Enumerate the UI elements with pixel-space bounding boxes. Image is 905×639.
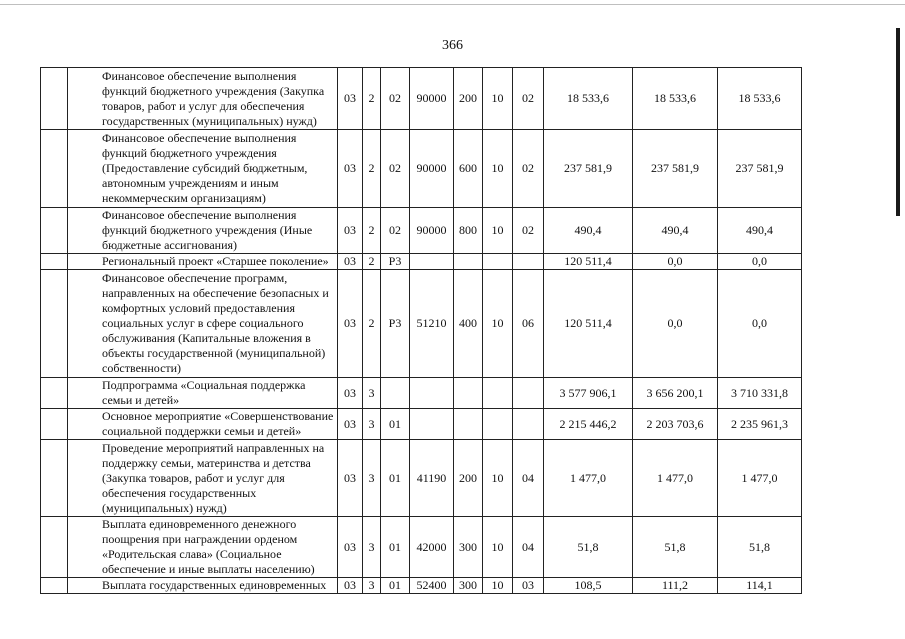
amount-year-2: 3 656 200,1 bbox=[633, 378, 718, 409]
budget-table bbox=[40, 67, 802, 594]
amount-year-2: 0,0 bbox=[633, 270, 718, 378]
code-measure: P3 bbox=[381, 254, 410, 270]
code-section: 03 bbox=[338, 517, 363, 578]
amount-year-1: 120 511,4 bbox=[544, 270, 633, 378]
table-row bbox=[41, 254, 802, 270]
code-expense-type: 400 bbox=[454, 270, 483, 378]
amount-year-3: 3 710 331,8 bbox=[718, 378, 802, 409]
number-cell bbox=[41, 378, 68, 409]
amount-year-1: 3 577 906,1 bbox=[544, 378, 633, 409]
code-measure: P3 bbox=[381, 270, 410, 378]
amount-year-1: 490,4 bbox=[544, 208, 633, 254]
code-expense-type: 800 bbox=[454, 208, 483, 254]
code-expense-type: 200 bbox=[454, 440, 483, 517]
code-direction bbox=[410, 409, 454, 440]
amount-year-2: 1 477,0 bbox=[633, 440, 718, 517]
code-subsection: 02 bbox=[513, 130, 544, 208]
number-cell bbox=[41, 409, 68, 440]
code-section: 03 bbox=[338, 130, 363, 208]
code-measure: 02 bbox=[381, 208, 410, 254]
code-section: 03 bbox=[338, 440, 363, 517]
amount-year-2: 490,4 bbox=[633, 208, 718, 254]
table-row bbox=[41, 578, 802, 594]
code-measure: 01 bbox=[381, 578, 410, 594]
number-cell bbox=[41, 270, 68, 378]
code-subprogram: 2 bbox=[363, 270, 381, 378]
row-description: Проведение мероприятий направленных на поддержку семьи, материнства и детства (Закупка товаров, работ и услуг для обеспечения государственных (муниципальных) нужд) bbox=[68, 440, 338, 517]
amount-year-3: 0,0 bbox=[718, 254, 802, 270]
amount-year-2: 0,0 bbox=[633, 254, 718, 270]
table-row bbox=[41, 409, 802, 440]
code-chapter bbox=[483, 409, 513, 440]
row-description: Выплата государственных единовременных bbox=[68, 578, 338, 594]
code-direction: 52400 bbox=[410, 578, 454, 594]
number-cell bbox=[41, 517, 68, 578]
amount-year-1: 51,8 bbox=[544, 517, 633, 578]
row-description: Региональный проект «Старшее поколение» bbox=[68, 254, 338, 270]
code-subsection bbox=[513, 378, 544, 409]
code-subprogram: 2 bbox=[363, 254, 381, 270]
code-section: 03 bbox=[338, 270, 363, 378]
page-number: 366 bbox=[442, 38, 463, 53]
page-edge-bar bbox=[896, 28, 900, 216]
code-subprogram: 3 bbox=[363, 409, 381, 440]
code-subsection bbox=[513, 254, 544, 270]
code-direction: 90000 bbox=[410, 130, 454, 208]
number-cell bbox=[41, 208, 68, 254]
amount-year-1: 237 581,9 bbox=[544, 130, 633, 208]
code-measure: 01 bbox=[381, 409, 410, 440]
code-chapter: 10 bbox=[483, 68, 513, 130]
row-description: Финансовое обеспечение выполнения функций бюджетного учреждения (Закупка товаров, работ и услуг для обеспечения государственных (муниципальных) нужд) bbox=[68, 68, 338, 130]
code-section: 03 bbox=[338, 378, 363, 409]
row-description: Финансовое обеспечение программ, направленных на обеспечение безопасных и комфортных условий предоставления социальных услуг в сфере социального обслуживания (Капитальные вложения в объекты государственной (муниципальной) собственности) bbox=[68, 270, 338, 378]
code-measure: 01 bbox=[381, 440, 410, 517]
number-cell bbox=[41, 254, 68, 270]
code-chapter: 10 bbox=[483, 517, 513, 578]
code-subprogram: 2 bbox=[363, 68, 381, 130]
code-expense-type: 300 bbox=[454, 517, 483, 578]
code-expense-type: 200 bbox=[454, 68, 483, 130]
row-description: Подпрограмма «Социальная поддержка семьи и детей» bbox=[68, 378, 338, 409]
amount-year-1: 2 215 446,2 bbox=[544, 409, 633, 440]
code-direction: 42000 bbox=[410, 517, 454, 578]
number-cell bbox=[41, 68, 68, 130]
amount-year-3: 237 581,9 bbox=[718, 130, 802, 208]
code-section: 03 bbox=[338, 578, 363, 594]
number-cell bbox=[41, 440, 68, 517]
code-subsection bbox=[513, 409, 544, 440]
amount-year-3: 490,4 bbox=[718, 208, 802, 254]
code-chapter bbox=[483, 254, 513, 270]
amount-year-1: 18 533,6 bbox=[544, 68, 633, 130]
amount-year-3: 1 477,0 bbox=[718, 440, 802, 517]
table-row bbox=[41, 517, 802, 578]
code-subprogram: 3 bbox=[363, 440, 381, 517]
table-row bbox=[41, 270, 802, 378]
code-chapter: 10 bbox=[483, 440, 513, 517]
budget-table-body bbox=[41, 68, 802, 594]
number-cell bbox=[41, 578, 68, 594]
code-expense-type bbox=[454, 254, 483, 270]
amount-year-2: 111,2 bbox=[633, 578, 718, 594]
row-description: Выплата единовременного денежного поощрения при награждении орденом «Родительская слава» (Социальное обеспечение и иные выплаты населению) bbox=[68, 517, 338, 578]
amount-year-1: 120 511,4 bbox=[544, 254, 633, 270]
amount-year-2: 18 533,6 bbox=[633, 68, 718, 130]
row-description: Финансовое обеспечение выполнения функций бюджетного учреждения (Предоставление субсидий бюджетным, автономным учреждениям и иным некоммерческим организациям) bbox=[68, 130, 338, 208]
code-measure: 01 bbox=[381, 517, 410, 578]
code-expense-type: 600 bbox=[454, 130, 483, 208]
code-section: 03 bbox=[338, 254, 363, 270]
amount-year-3: 0,0 bbox=[718, 270, 802, 378]
table-row bbox=[41, 68, 802, 130]
amount-year-3: 18 533,6 bbox=[718, 68, 802, 130]
top-rule bbox=[0, 4, 905, 5]
code-chapter bbox=[483, 378, 513, 409]
code-section: 03 bbox=[338, 208, 363, 254]
code-direction bbox=[410, 254, 454, 270]
amount-year-2: 51,8 bbox=[633, 517, 718, 578]
code-measure: 02 bbox=[381, 68, 410, 130]
amount-year-1: 1 477,0 bbox=[544, 440, 633, 517]
amount-year-3: 51,8 bbox=[718, 517, 802, 578]
code-subsection: 04 bbox=[513, 517, 544, 578]
code-subprogram: 2 bbox=[363, 208, 381, 254]
code-subsection: 03 bbox=[513, 578, 544, 594]
code-chapter: 10 bbox=[483, 208, 513, 254]
number-cell bbox=[41, 130, 68, 208]
code-subprogram: 3 bbox=[363, 378, 381, 409]
row-description: Основное мероприятие «Совершенствование социальной поддержки семьи и детей» bbox=[68, 409, 338, 440]
code-measure: 02 bbox=[381, 130, 410, 208]
code-direction: 90000 bbox=[410, 68, 454, 130]
code-direction bbox=[410, 378, 454, 409]
code-subprogram: 3 bbox=[363, 578, 381, 594]
amount-year-3: 114,1 bbox=[718, 578, 802, 594]
table-row bbox=[41, 440, 802, 517]
code-direction: 41190 bbox=[410, 440, 454, 517]
code-chapter: 10 bbox=[483, 130, 513, 208]
table-row bbox=[41, 130, 802, 208]
code-subsection: 06 bbox=[513, 270, 544, 378]
code-chapter: 10 bbox=[483, 270, 513, 378]
code-chapter: 10 bbox=[483, 578, 513, 594]
code-subprogram: 3 bbox=[363, 517, 381, 578]
amount-year-2: 237 581,9 bbox=[633, 130, 718, 208]
code-expense-type bbox=[454, 378, 483, 409]
code-expense-type bbox=[454, 409, 483, 440]
code-measure bbox=[381, 378, 410, 409]
amount-year-2: 2 203 703,6 bbox=[633, 409, 718, 440]
code-subprogram: 2 bbox=[363, 130, 381, 208]
amount-year-3: 2 235 961,3 bbox=[718, 409, 802, 440]
code-subsection: 02 bbox=[513, 208, 544, 254]
code-section: 03 bbox=[338, 409, 363, 440]
table-row bbox=[41, 378, 802, 409]
code-subsection: 04 bbox=[513, 440, 544, 517]
code-subsection: 02 bbox=[513, 68, 544, 130]
code-expense-type: 300 bbox=[454, 578, 483, 594]
code-section: 03 bbox=[338, 68, 363, 130]
code-direction: 90000 bbox=[410, 208, 454, 254]
amount-year-1: 108,5 bbox=[544, 578, 633, 594]
table-row bbox=[41, 208, 802, 254]
code-direction: 51210 bbox=[410, 270, 454, 378]
row-description: Финансовое обеспечение выполнения функций бюджетного учреждения (Иные бюджетные ассигнования) bbox=[68, 208, 338, 254]
